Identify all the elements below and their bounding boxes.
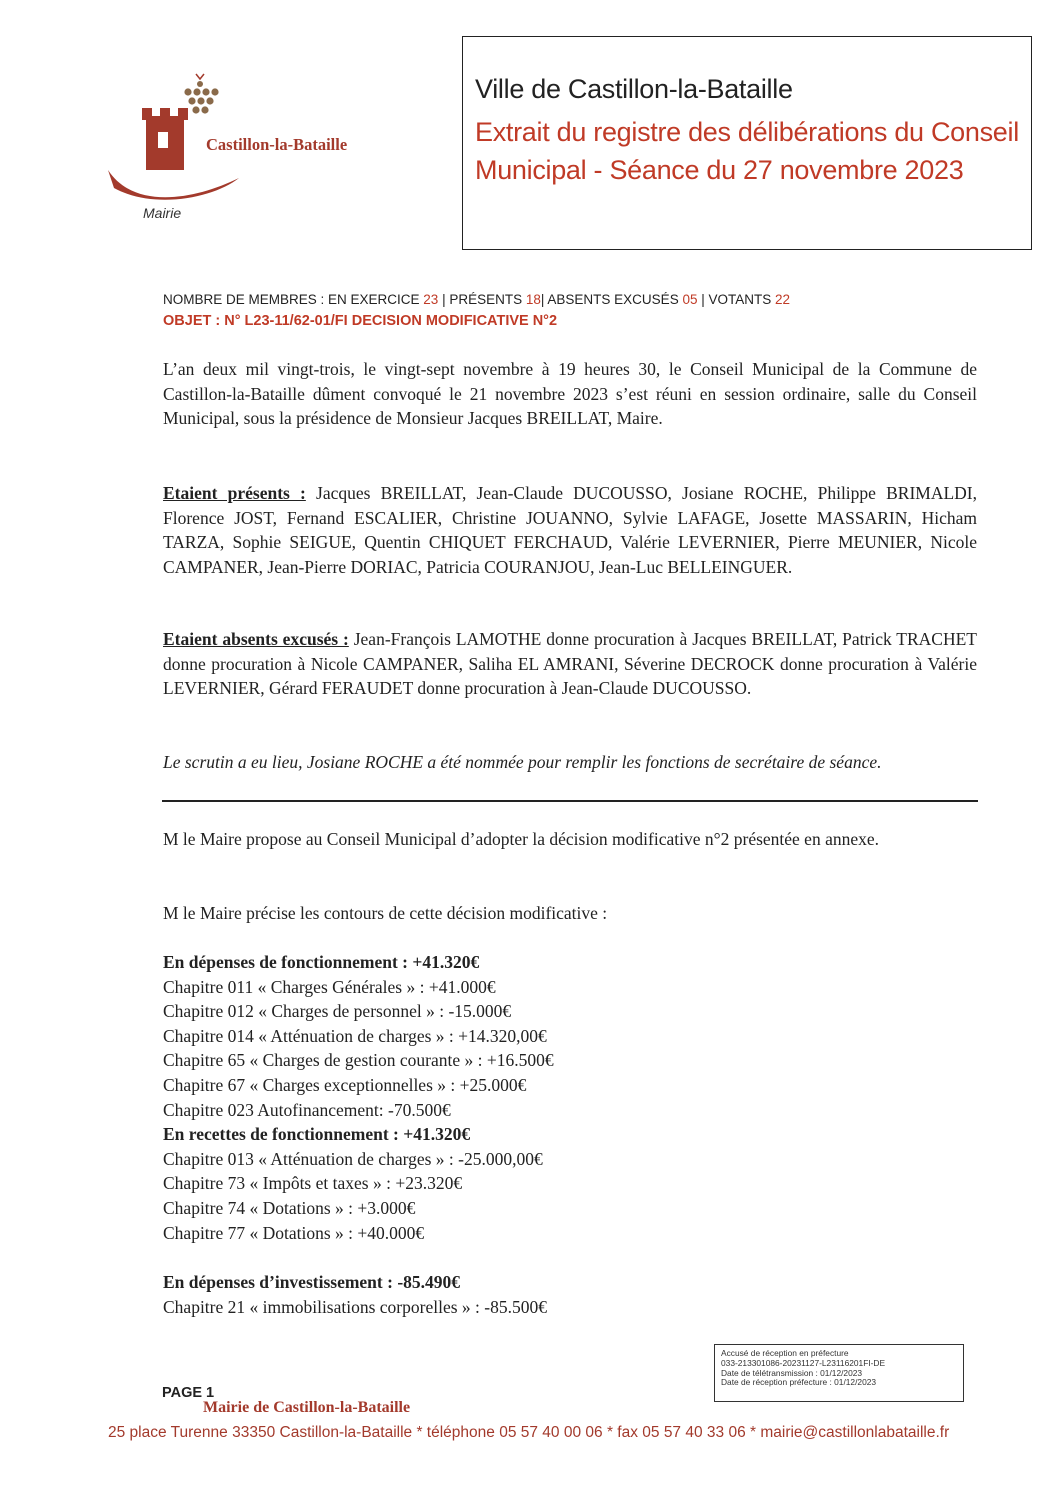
absents-paragraph: [163, 627, 977, 701]
stamp-line: Accusé de réception en préfecture: [721, 1348, 849, 1358]
list-item: Chapitre 014 « Atténuation de charges » : +14.320,00€: [163, 1025, 547, 1046]
list-item: Chapitre 65 « Charges de gestion courante » : +16.500€: [163, 1050, 554, 1071]
list-item: Chapitre 012 « Charges de personnel » : -15.000€: [163, 1001, 512, 1022]
members-votants-label: | VOTANTS: [697, 292, 775, 307]
depenses-fonctionnement-title: En dépenses de fonctionnement : +41.320€: [163, 952, 480, 972]
list-item: Chapitre 67 « Charges exceptionnelles » : +25.000€: [163, 1074, 527, 1095]
members-excuses: 05: [682, 292, 698, 307]
stamp-line: 033-213301086-20231127-L23116201FI-DE: [721, 1357, 886, 1368]
stamp-line: Date de réception préfecture : 01/12/2023: [721, 1377, 877, 1388]
presents-label: Etaient présents :: [163, 483, 306, 503]
members-presents: 18: [525, 292, 541, 307]
page-number: PAGE 1: [162, 1385, 215, 1401]
precise-paragraph: M le Maire précise les contours de cette décision modificative :: [163, 903, 608, 923]
logo-town-name: Castillon-la-Bataille: [206, 135, 348, 154]
members-prefix: NOMBRE DE MEMBRES : EN EXERCICE: [163, 292, 424, 307]
header-title: Extrait du registre des délibérations du Conseil Municipal - Séance du 27 novembre 2023: [475, 117, 1019, 185]
footer-mairie-name: Mairie de Castillon-la-Bataille: [203, 1399, 411, 1416]
fonctionnement-list: [163, 950, 554, 1245]
list-item: Chapitre 023 Autofinancement: -70.500€: [163, 1099, 451, 1120]
presents-text: Jacques BREILLAT, Jean-Claude DUCOUSSO, Josiane ROCHE, Philippe BRIMALDI, Florence JOST, Fernand ESCALIER, Christine JOUANNO, Sylvie LAFAGE, Josette MASSARIN, Hicham TARZA, Sophie SEIGUE, Quentin CHIQUET FERCHAUD, Valérie LEVERNIER, Pierre MEUNIER, Nicole CAMPANER, Jean-Pierre DORIAC, Patricia COURANJOU, Jean-Luc BELLEINGUER.: [163, 483, 978, 577]
footer-address: 25 place Turenne 33350 Castillon-la-Bataille * téléphone 05 57 40 00 06 * fax 05 57 40 33 06 * mairie@castillonlabataille.fr: [108, 1424, 950, 1441]
members-votants: 22: [775, 292, 791, 307]
presents-paragraph: [163, 481, 977, 579]
list-item: Chapitre 21 « immobilisations corporelles » : -85.500€: [163, 1296, 547, 1317]
recettes-fonctionnement-title: En recettes de fonctionnement : +41.320€: [163, 1124, 471, 1145]
scrutin-paragraph: Le scrutin a eu lieu, Josiane ROCHE a été nommée pour remplir les fonctions de secrétaire de séance.: [163, 752, 882, 772]
prefecture-stamp: [714, 1344, 964, 1402]
members-excuses-label: | ABSENTS EXCUSÉS: [540, 292, 683, 307]
stamp-line: Date de télétransmission : 01/12/2023: [721, 1367, 863, 1378]
header-town: Ville de Castillon-la-Bataille: [475, 74, 793, 104]
intro-paragraph: L’an deux mil vingt-trois, le vingt-sept novembre à 19 heures 30, le Conseil Municipal de la Commune de Castillon-la-Bataille dûment convoqué le 21 novembre 2023 s’est réuni en session ordinaire, salle du Conseil Municipal, sous la présidence de Monsieur Jacques BREILLAT, Maire.: [163, 359, 977, 428]
members-presents-label: | PRÉSENTS: [438, 292, 526, 307]
members-count: [163, 292, 790, 307]
absents-label: Etaient absents excusés :: [163, 629, 349, 649]
list-item: Chapitre 77 « Dotations » : +40.000€: [163, 1222, 425, 1243]
list-item: Chapitre 74 « Dotations » : +3.000€: [163, 1197, 416, 1218]
depenses-investissement-title: En dépenses d’investissement : -85.490€: [163, 1272, 461, 1292]
list-item: Chapitre 73 « Impôts et taxes » : +23.320€: [163, 1173, 463, 1194]
propose-paragraph: M le Maire propose au Conseil Municipal d’adopter la décision modificative n°2 présentée en annexe.: [163, 829, 880, 849]
list-item: Chapitre 013 « Atténuation de charges » : -25.000,00€: [163, 1148, 543, 1169]
absents-text: Jean-François LAMOTHE donne procuration à Jacques BREILLAT, Patrick TRACHET donne procuration à Nicole CAMPANER, Saliha EL AMRANI, Séverine DECROCK donne procuration à Valérie LEVERNIER, Gérard FERAUDET donne procuration à Jean-Claude DUCOUSSO.: [163, 629, 977, 698]
investissement-list: [163, 1270, 547, 1319]
members-en-exercice: 23: [423, 292, 439, 307]
list-item: Chapitre 011 « Charges Générales » : +41.000€: [163, 976, 496, 997]
logo-subtitle: Mairie: [143, 205, 182, 221]
objet-title: OBJET : N° L23-11/62-01/FI DECISION MODIFICATIVE N°2: [163, 313, 558, 329]
divider: [162, 800, 978, 802]
